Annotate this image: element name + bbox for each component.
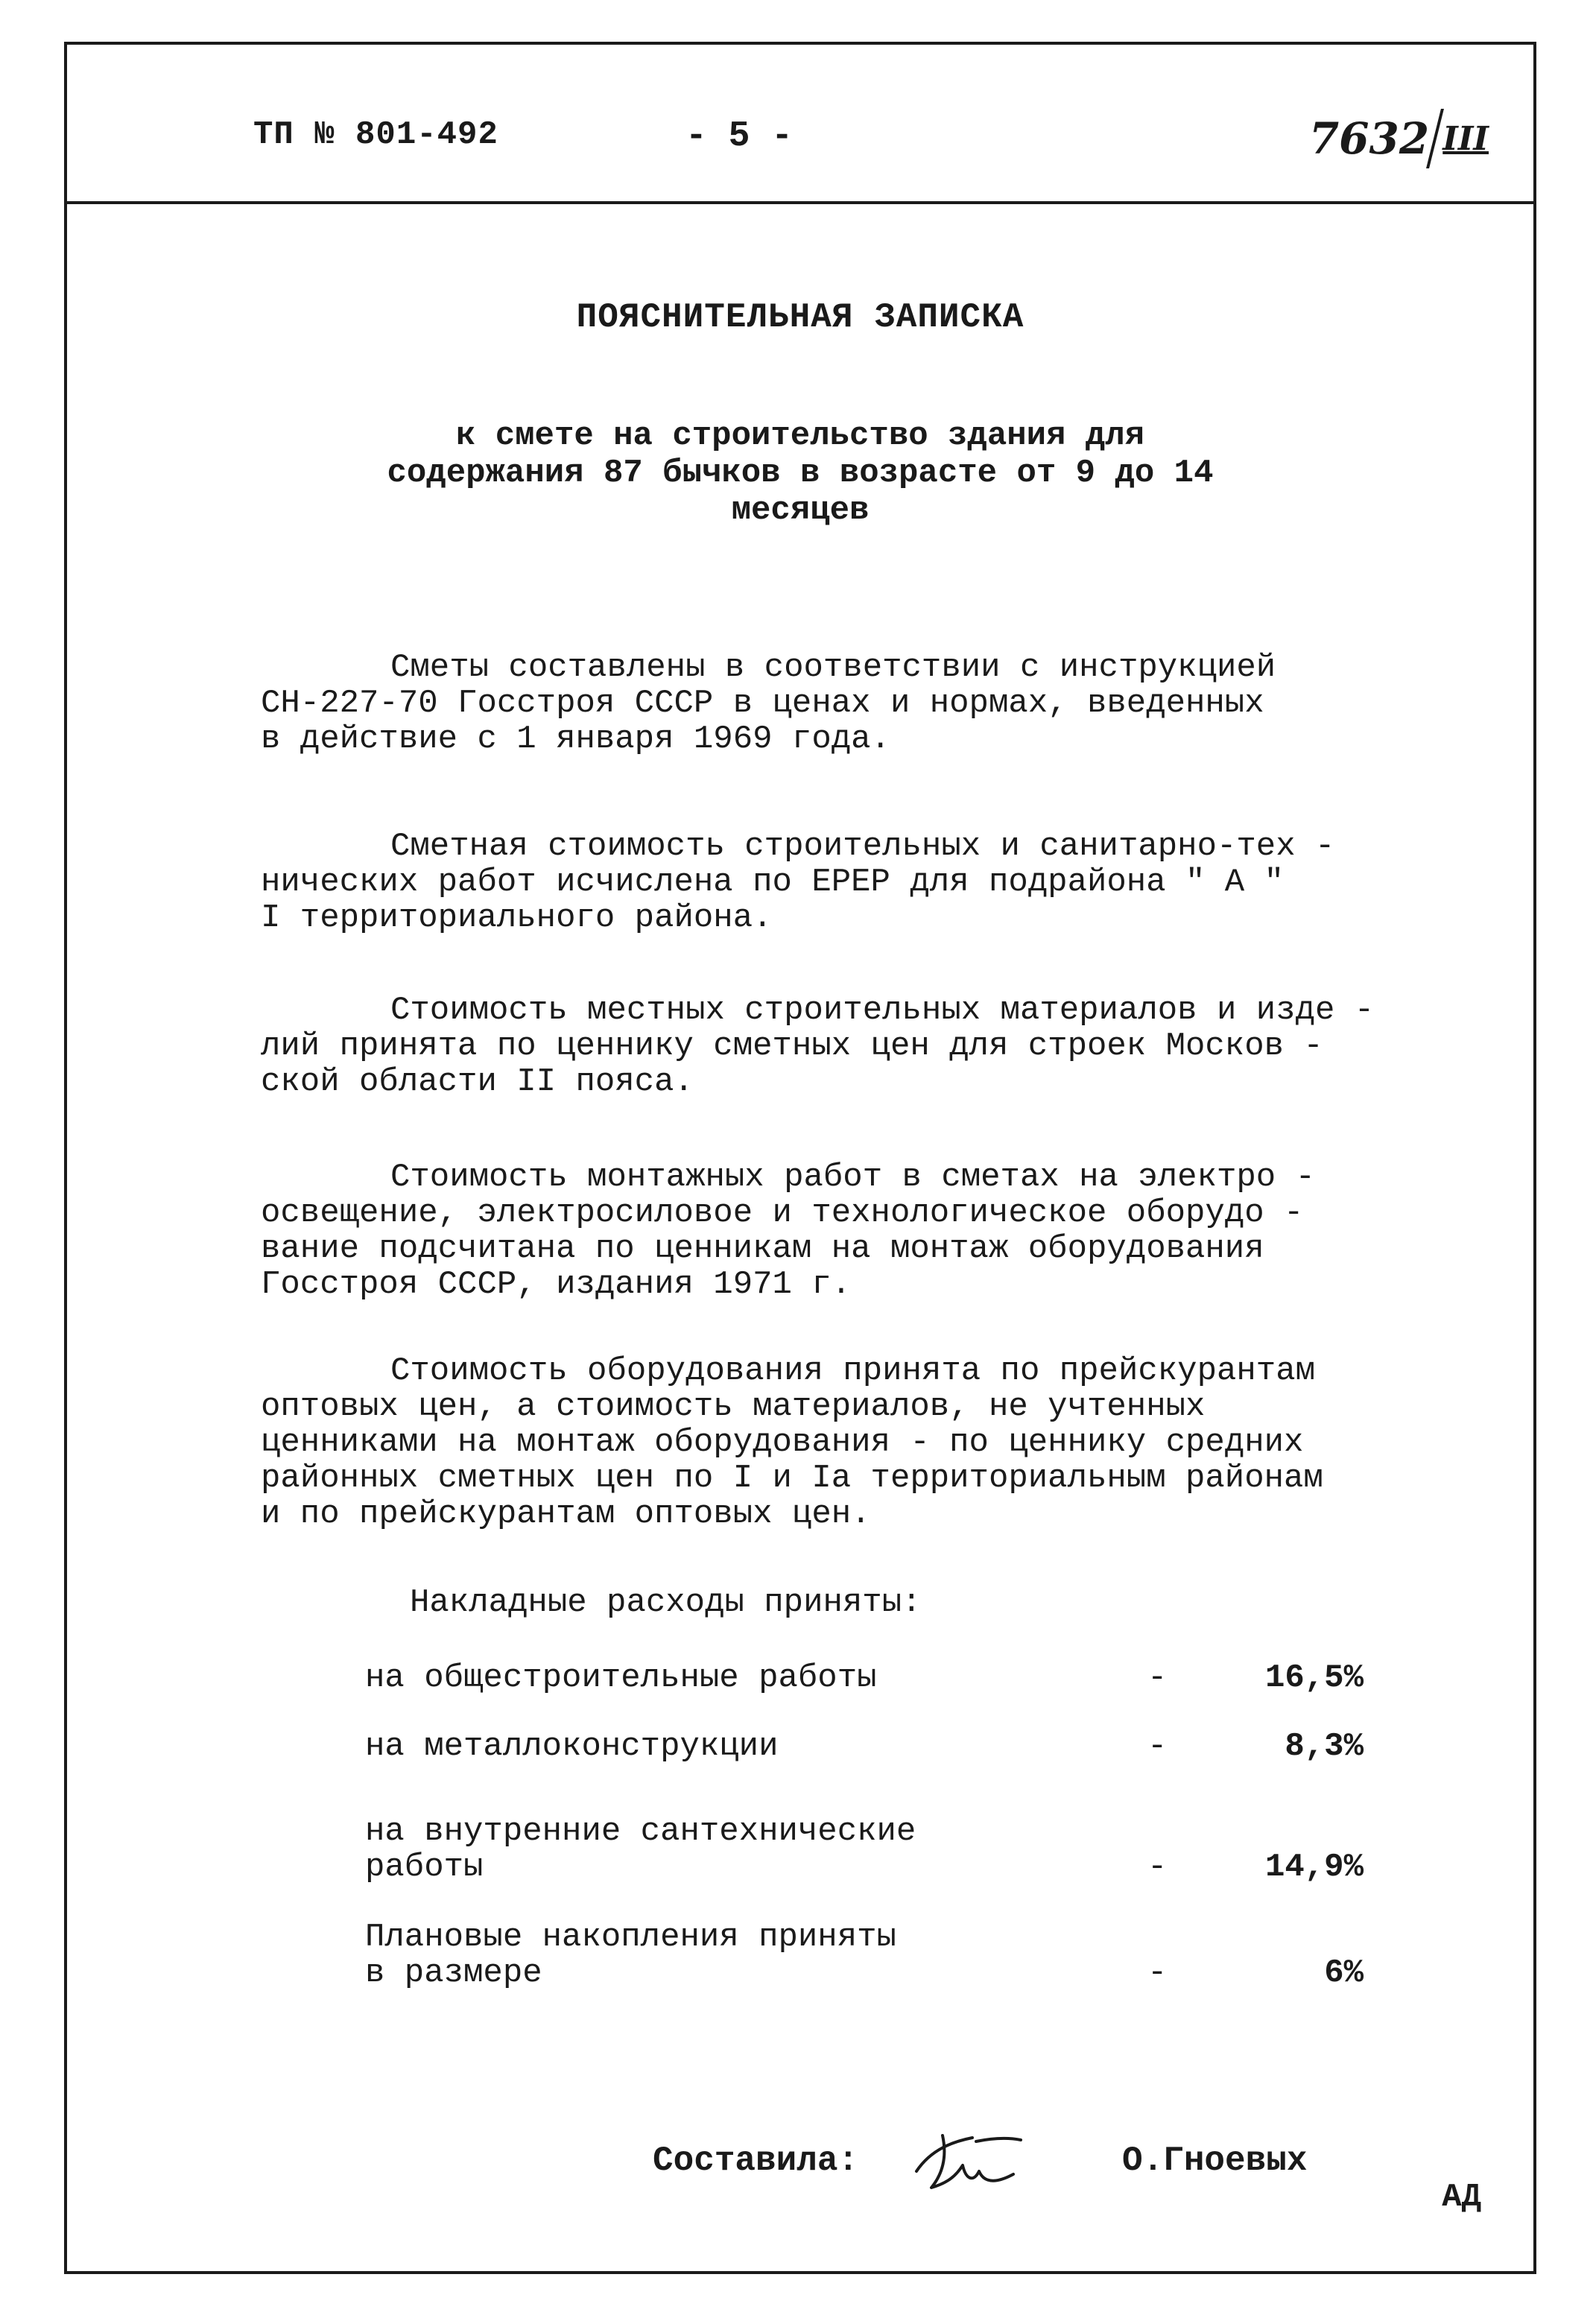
rate-label: на внутренние сантехнические работы xyxy=(365,1813,916,1886)
rate-label: на металлоконструкции xyxy=(365,1728,779,1765)
rate-value: 8,3% xyxy=(1285,1728,1364,1765)
archive-volume: III xyxy=(1442,119,1489,158)
paragraph: Стоимость местных строительных материалов и изде - лий принята по ценнику сметных цен для строек Москов - ской области II пояса. xyxy=(261,992,1375,1101)
rate-dash: - xyxy=(1147,1849,1168,1886)
archive-stamp xyxy=(1309,109,1489,168)
rate-label: Плановые накопления приняты в размере xyxy=(365,1919,896,1992)
signature-block xyxy=(67,2119,1533,2201)
paragraph: Сметная стоимость строительных и санитарно-тех - нических работ исчислена по ЕРЕР для подрайона " А " I территориального района. xyxy=(261,828,1335,937)
signatory-name: О.Гноевых xyxy=(1122,2141,1308,2180)
paragraph: Стоимость монтажных работ в сметах на электро - освещение, электросиловое и технологическое оборудо - вание подсчитана по ценникам на монтаж оборудования Госстроя СССР, издания 1971 г. xyxy=(261,1159,1316,1303)
rate-value: 16,5% xyxy=(1264,1659,1364,1697)
handwritten-signature xyxy=(902,2119,1051,2201)
document-code: ТП № 801-492 xyxy=(253,116,498,153)
rate-dash: - xyxy=(1147,1659,1168,1697)
rate-row xyxy=(365,1729,1438,1764)
rate-row xyxy=(365,1919,1438,1991)
archive-number: 7632 xyxy=(1308,113,1430,164)
rate-row xyxy=(365,1814,1438,1885)
corner-mark: АД xyxy=(1442,2179,1481,2216)
rate-dash: - xyxy=(1147,1954,1168,1992)
page-header xyxy=(67,45,1533,204)
paragraph: Стоимость оборудования принята по прейскурантам оптовых цен, а стоимость материалов, не учтенных ценниками на монтаж оборудования - по ценнику средних районных сметных цен по I и Iа территориальным районам и по прейскурантам оптовых цен. xyxy=(261,1352,1323,1533)
rate-value: 6% xyxy=(1324,1954,1364,1992)
paragraph: Сметы составлены в соответствии с инструкцией СН-227-70 Госстроя СССР в ценах и нормах, введенных в действие с 1 января 1969 года. xyxy=(261,649,1276,758)
rate-value: 14,9% xyxy=(1264,1849,1364,1886)
document-title: ПОЯСНИТЕЛЬНАЯ ЗАПИСКА xyxy=(576,298,1024,337)
overhead-title: Накладные расходы приняты: xyxy=(410,1584,922,1621)
rate-row xyxy=(365,1660,1438,1696)
page-frame xyxy=(64,42,1536,2274)
rate-dash: - xyxy=(1147,1728,1168,1765)
document-subtitle: к смете на строительство здания для содержания 87 бычков в возрасте от 9 до 14 месяцев xyxy=(387,417,1214,529)
rate-label: на общестроительные работы xyxy=(365,1659,877,1697)
page-number: - 5 - xyxy=(685,116,794,156)
signature-label: Составила: xyxy=(653,2141,859,2180)
